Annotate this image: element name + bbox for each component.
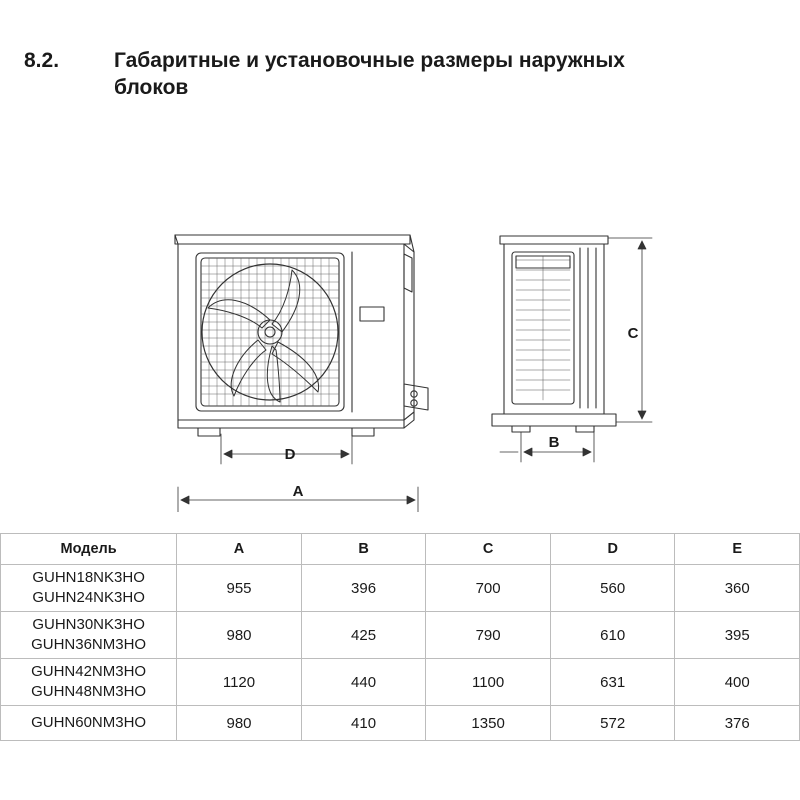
table-row	[1, 565, 800, 612]
dimension-label-A: A	[292, 482, 304, 500]
column-header-e: E	[675, 534, 800, 565]
value-c: 1350	[426, 706, 551, 741]
value-c: 700	[426, 565, 551, 612]
front-view-outdoor-unit	[175, 235, 428, 464]
value-e: 376	[675, 706, 800, 741]
technical-drawings	[0, 102, 800, 512]
value-d: 631	[550, 659, 675, 706]
model-cell	[1, 706, 177, 741]
column-header-b: B	[301, 534, 426, 565]
model-name: GUHN36NM3HO	[31, 636, 147, 653]
model-cell	[1, 612, 177, 659]
value-a: 955	[177, 565, 302, 612]
value-b: 396	[301, 565, 426, 612]
table-row	[1, 659, 800, 706]
value-b: 410	[301, 706, 426, 741]
value-d: 610	[550, 612, 675, 659]
value-b: 440	[301, 659, 426, 706]
model-cell	[1, 659, 177, 706]
value-a: 1120	[177, 659, 302, 706]
value-c: 1100	[426, 659, 551, 706]
model-name: GUHN60NM3HO	[31, 714, 147, 732]
outdoor-unit-drawing-svg	[0, 102, 800, 512]
value-a: 980	[177, 706, 302, 741]
dimensions-table	[0, 533, 800, 741]
value-a: 980	[177, 612, 302, 659]
top-view-outdoor-unit	[152, 487, 424, 512]
side-view-outdoor-unit	[492, 236, 652, 462]
model-name: GUHN24NK3HO	[32, 589, 145, 606]
value-d: 572	[550, 706, 675, 741]
column-header-c: C	[426, 534, 551, 565]
model-name: GUHN48NM3HO	[31, 683, 147, 700]
value-b: 425	[301, 612, 426, 659]
value-d: 560	[550, 565, 675, 612]
value-e: 360	[675, 565, 800, 612]
table-header-row	[1, 534, 800, 565]
value-e: 400	[675, 659, 800, 706]
column-header-d: D	[550, 534, 675, 565]
column-header-a: A	[177, 534, 302, 565]
model-name: GUHN18NK3HO	[32, 569, 145, 587]
dimension-label-C: C	[627, 324, 639, 342]
value-e: 395	[675, 612, 800, 659]
section-title: Габаритные и установочные размеры наружных блоков	[114, 49, 625, 99]
table-row	[1, 612, 800, 659]
table-row	[1, 706, 800, 741]
model-name: GUHN42NM3HO	[31, 663, 147, 681]
column-header-model: Модель	[1, 534, 177, 565]
dimension-label-D: D	[284, 445, 296, 463]
value-c: 790	[426, 612, 551, 659]
dimension-label-B: B	[548, 433, 560, 451]
section-number: 8.2.	[24, 49, 60, 72]
model-cell	[1, 565, 177, 612]
model-name: GUHN30NK3HO	[32, 616, 145, 634]
page-title	[0, 0, 800, 102]
